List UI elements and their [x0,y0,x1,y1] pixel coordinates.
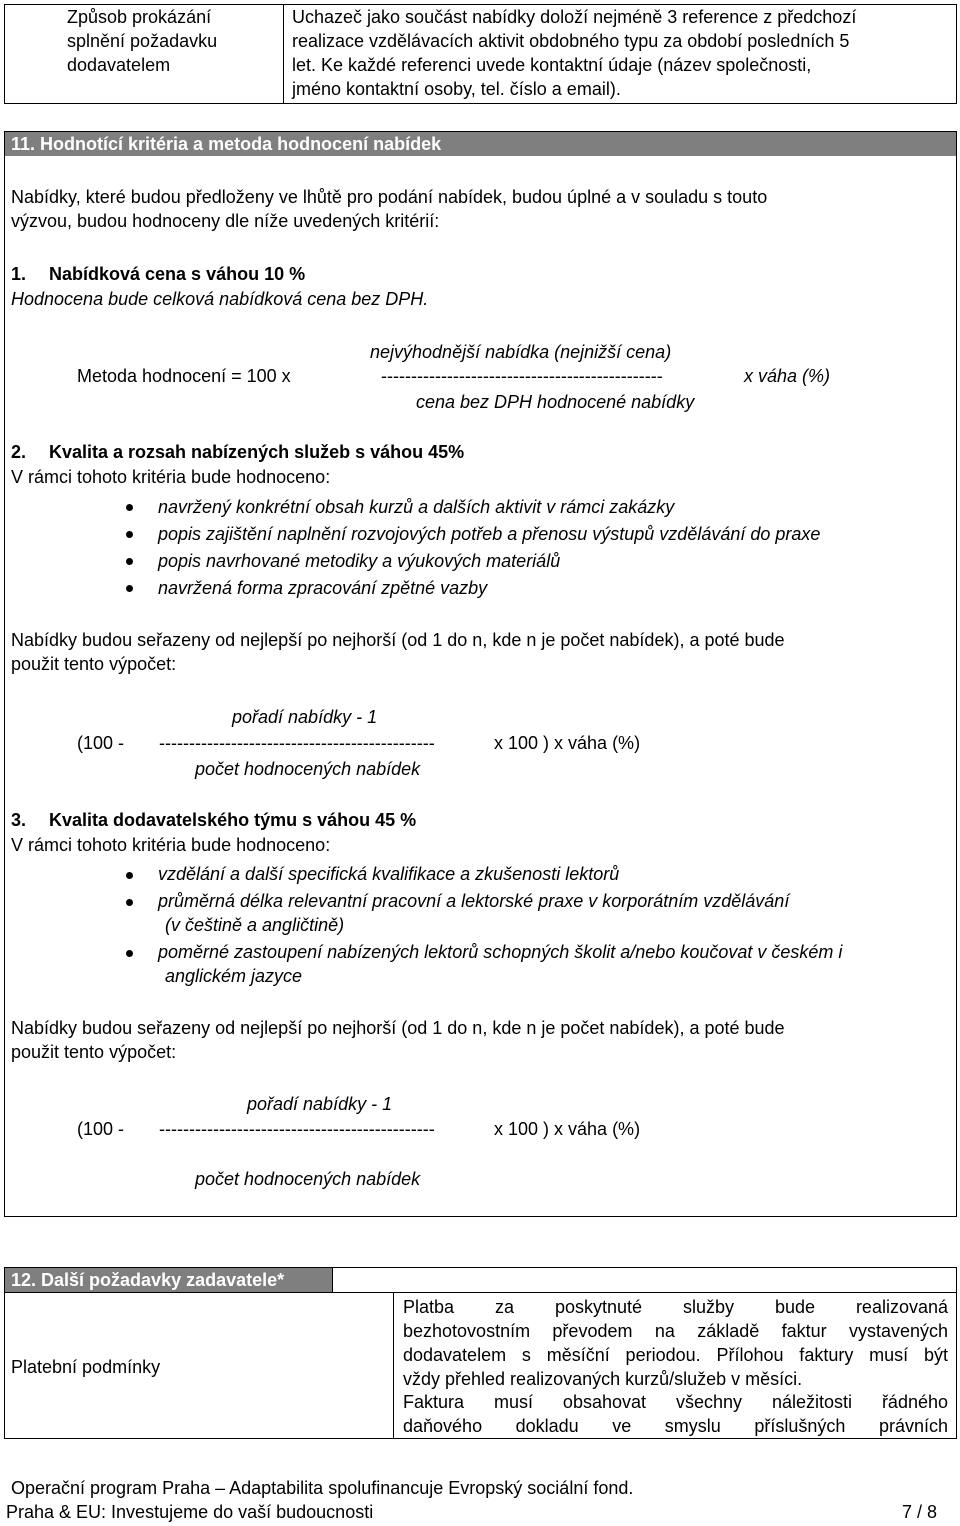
criterion-2-order-line: Nabídky budou seřazeny od nejlepší po nejhorší (od 1 do n, kde n je počet nabídek), a poté bude [11,630,785,650]
payment-terms-line: Faktura musí obsahovat všechny náležitosti řádného [403,1392,948,1412]
section-11-header: 11. Hodnotící kritéria a metoda hodnocení nabídek [5,132,956,156]
criterion-2-formula-dashes: ---------------------------------------------- [159,733,435,753]
criterion-3-number: 3. [11,810,27,830]
section-12-header: 12. Další požadavky zadavatele* [5,1268,332,1292]
criterion-3-bullet-continuation: (v češtině a angličtině) [165,915,345,935]
criterion-2-bullet: popis navrhované metodiky a výukových materiálů [158,551,561,571]
footer-slogan: Praha & EU: Investujeme do vaší budoucnosti [6,1502,374,1522]
page-number: 7 / 8 [902,1502,938,1522]
criterion-3-bullet: vzdělání a další specifická kvalifikace a zkušenosti lektorů [158,864,620,884]
criterion-2-formula-left: (100 - [77,733,125,753]
criterion-1-formula-label: Metoda hodnocení = 100 x [77,366,291,386]
section-12-column-divider [393,1292,394,1439]
payment-terms-line: Platba za poskytnuté služby bude realizovaná [403,1297,948,1317]
criterion-3-intro: V rámci tohoto kritéria bude hodnoceno: [11,835,331,855]
reference-table-divider [283,4,284,104]
criterion-2-bullet: navržený konkrétní obsah kurzů a dalších aktivit v rámci zakázky [158,497,675,517]
footer-funding-note: Operační program Praha – Adaptabilita spolufinancuje Evropský sociální fond. [11,1478,634,1498]
reference-label-line: Způsob prokázání [67,7,212,27]
bullet-icon [126,950,133,957]
criterion-3-formula-denominator: počet hodnocených nabídek [195,1169,421,1189]
reference-text-line: jméno kontaktní osoby, tel. číslo a email). [292,79,621,99]
criterion-2-bullet: navržená forma zpracování zpětné vazby [158,578,488,598]
bullet-icon [126,585,133,592]
section-12-header-divider [332,1268,333,1292]
criterion-2-number: 2. [11,442,27,462]
reference-text-line: Uchazeč jako součást nabídky doloží nejméně 3 reference z předchozí [292,7,857,27]
criterion-3-bullet: poměrné zastoupení nabízených lektorů schopných školit a/nebo koučovat v českém i [158,942,843,962]
payment-terms-line: daňového dokladu ve smyslu příslušných právních [403,1416,948,1436]
payment-terms-line: vždy přehled realizovaných kurzů/služeb v měsíci. [403,1369,803,1389]
bullet-icon [126,872,133,879]
criterion-3-formula-numerator: pořadí nabídky - 1 [247,1094,393,1114]
criterion-2-order-line: použit tento výpočet: [11,654,177,674]
criterion-3-formula-dashes: ---------------------------------------------- [159,1119,435,1139]
reference-text-line: let. Ke každé referenci uvede kontaktní údaje (název společnosti, [292,55,812,75]
criterion-3-bullet-continuation: anglickém jazyce [165,966,303,986]
criterion-3-title: Kvalita dodavatelského týmu s váhou 45 % [49,810,417,830]
criterion-3-formula-left: (100 - [77,1119,125,1139]
bullet-icon [126,504,133,511]
criterion-3-bullet: průměrná délka relevantní pracovní a lektorské praxe v korporátním vzdělávání [158,891,790,911]
bullet-icon [126,558,133,565]
bullet-icon [126,531,133,538]
criterion-2-title: Kvalita a rozsah nabízených služeb s váhou 45% [49,442,465,462]
criterion-3-formula-right: x 100 ) x váha (%) [494,1119,641,1139]
criterion-2-formula-right: x 100 ) x váha (%) [494,733,641,753]
criterion-3-order-line: Nabídky budou seřazeny od nejlepší po nejhorší (od 1 do n, kde n je počet nabídek), a poté bude [11,1018,785,1038]
bullet-icon [126,899,133,906]
payment-terms-line: dodavatelem s měsíční periodou. Přílohou faktury musí být [403,1345,948,1365]
criterion-3-order-line: použit tento výpočet: [11,1042,177,1062]
criterion-1-formula-dashes: ----------------------------------------------- [381,366,663,386]
payment-terms-line: bezhotovostním převodem na základě faktur vystavených [403,1321,948,1341]
criterion-2-formula-numerator: pořadí nabídky - 1 [232,707,378,727]
criterion-1-title: Nabídková cena s váhou 10 % [49,264,306,284]
section-11-intro-line: výzvou, budou hodnoceny dle níže uvedených kritérií: [11,211,440,231]
reference-text-line: realizace vzdělávacích aktivit obdobného typu za období posledních 5 [292,31,850,51]
reference-label-line: dodavatelem [67,55,171,75]
criterion-1-description: Hodnocena bude celková nabídková cena bez DPH. [11,289,429,309]
criterion-2-intro: V rámci tohoto kritéria bude hodnoceno: [11,467,331,487]
criterion-2-formula-denominator: počet hodnocených nabídek [195,759,421,779]
section-12-header-rule [5,1292,956,1293]
criterion-1-formula-denominator: cena bez DPH hodnocené nabídky [416,392,695,412]
payment-terms-label: Platební podmínky [11,1357,161,1377]
criterion-1-formula-weight: x váha (%) [744,366,831,386]
criterion-1-formula-numerator: nejvýhodnější nabídka (nejnižší cena) [370,342,672,362]
reference-label-line: splnění požadavku [67,31,218,51]
criterion-2-bullet: popis zajištění naplnění rozvojových potřeb a přenosu výstupů vzdělávání do praxe [158,524,821,544]
criterion-1-number: 1. [11,264,27,284]
section-11-intro-line: Nabídky, které budou předloženy ve lhůtě pro podání nabídek, budou úplné a v souladu s touto [11,187,768,207]
